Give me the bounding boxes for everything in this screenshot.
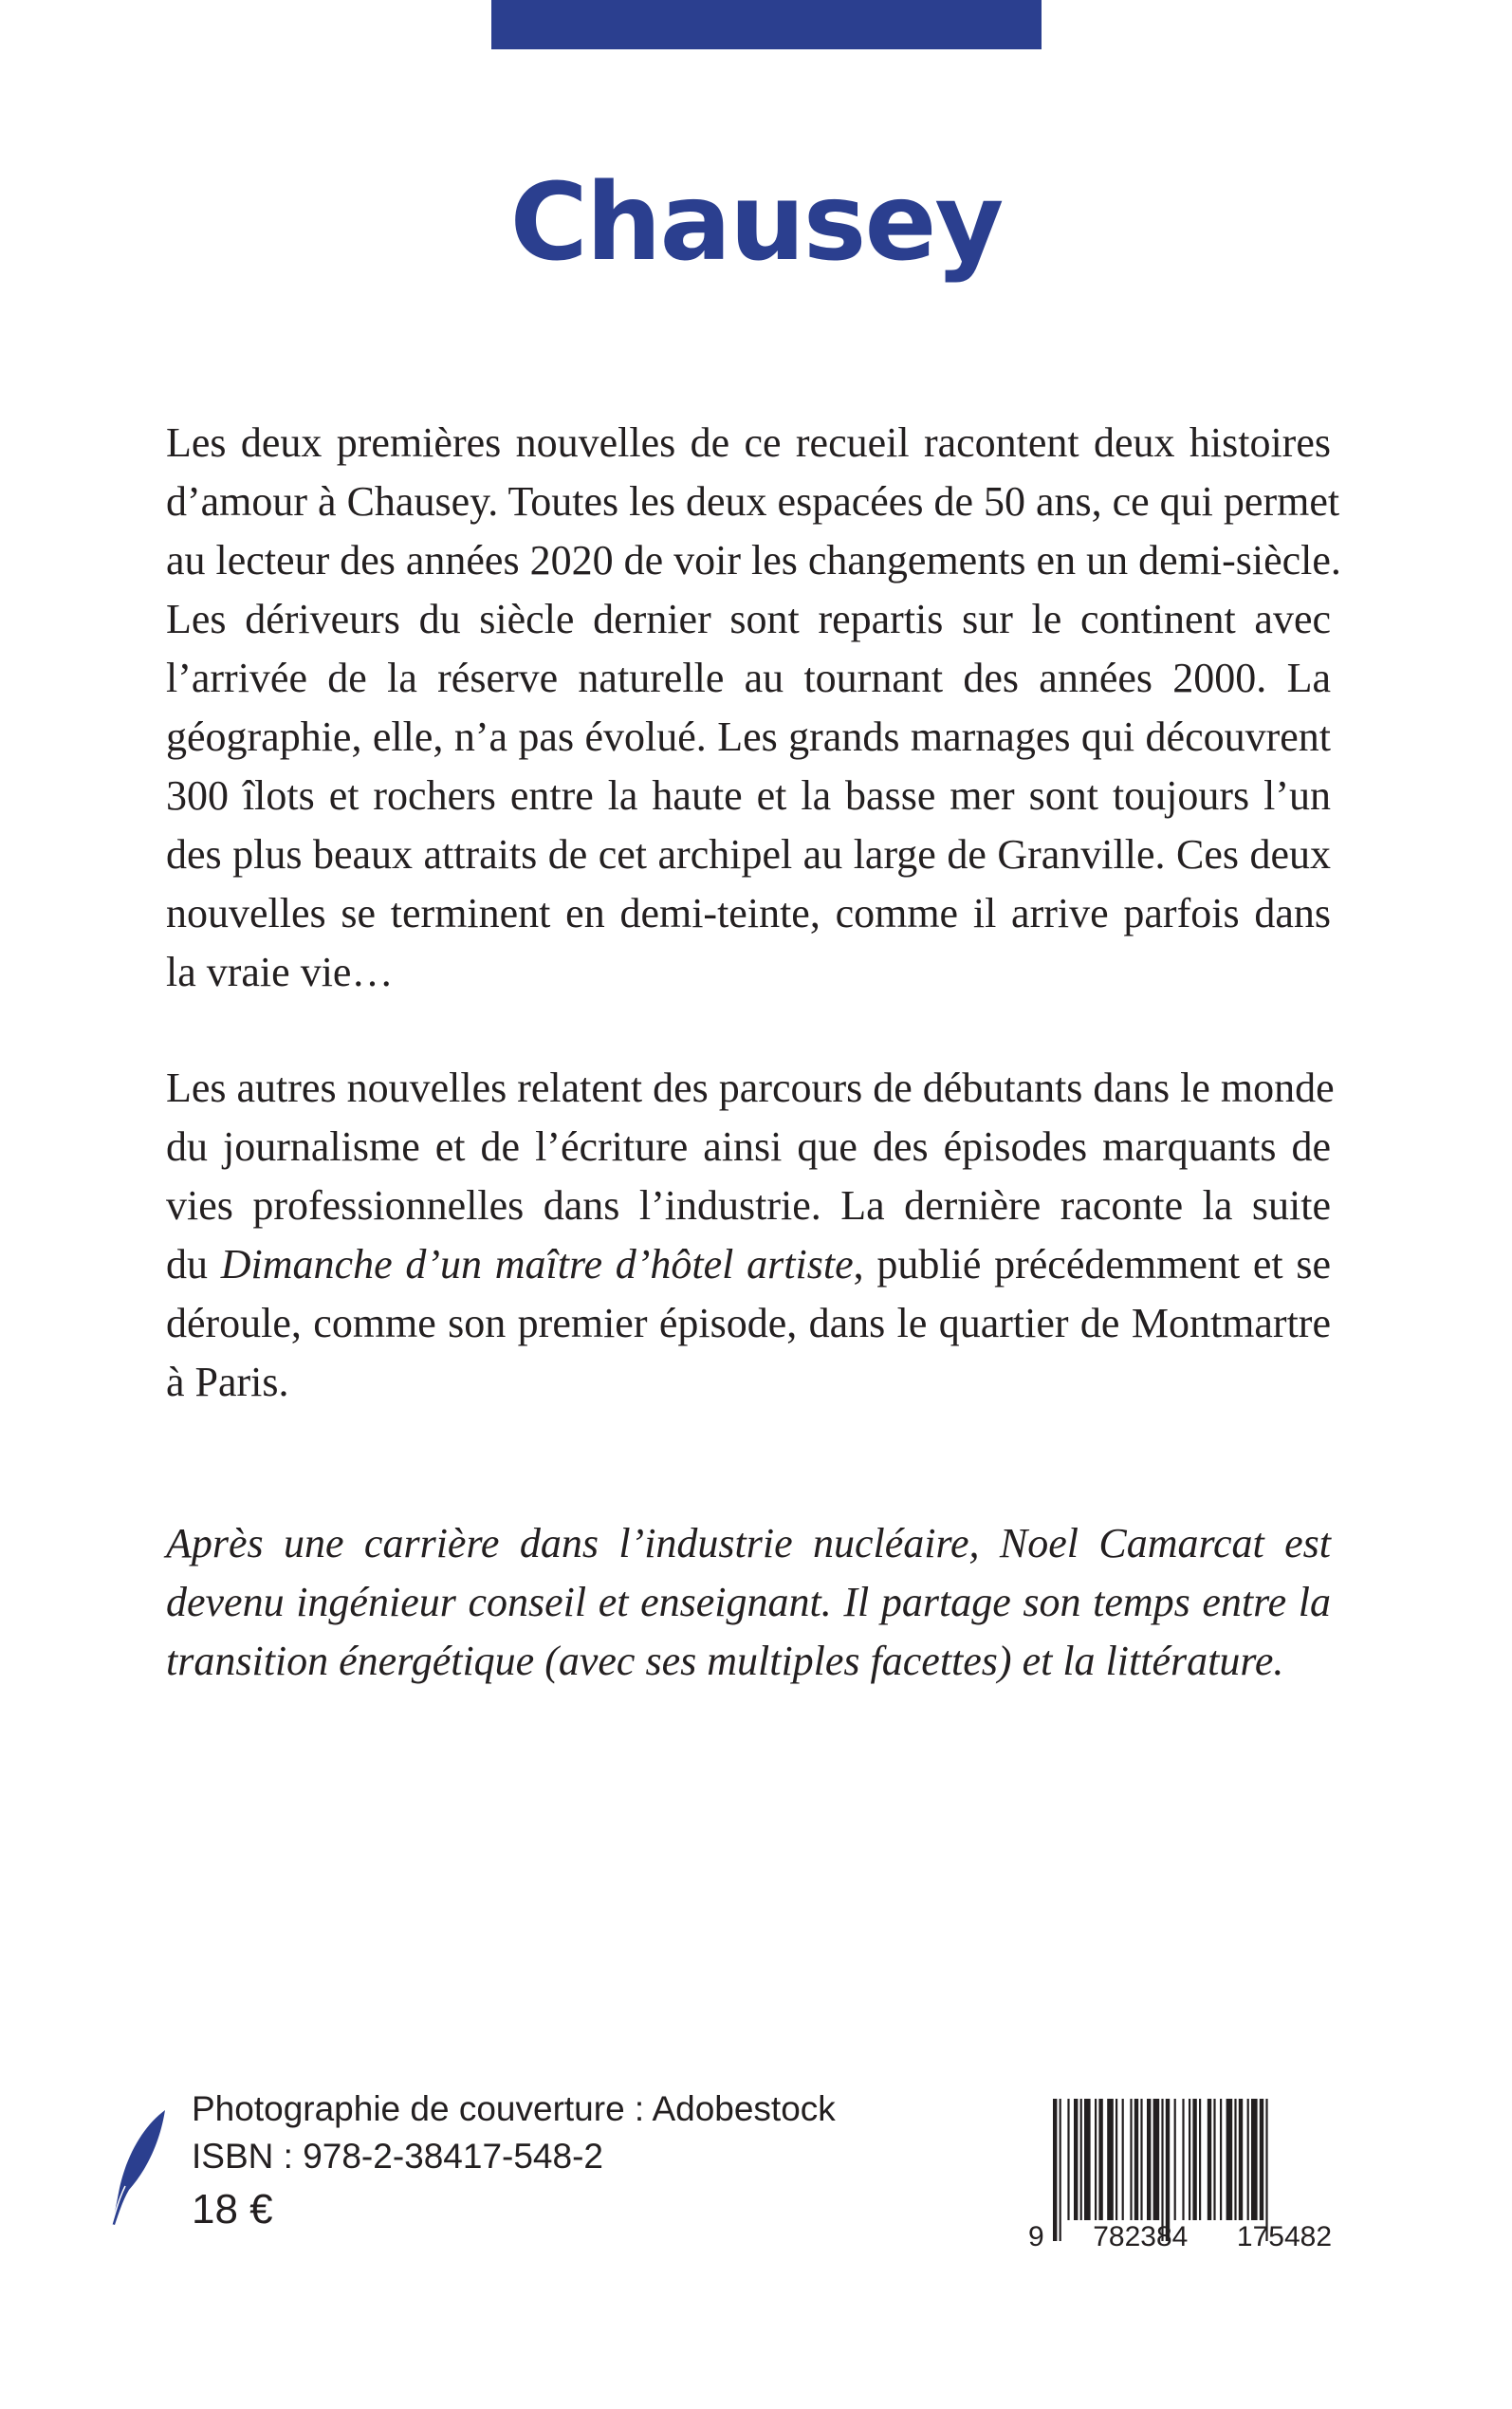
barcode-bar: [1234, 2099, 1236, 2220]
price: 18 €: [192, 2186, 273, 2233]
barcode-bar: [1189, 2099, 1190, 2220]
summary-paragraph-2: [166, 1059, 1335, 1412]
barcode-bar: [1067, 2099, 1069, 2220]
summary-paragraph-1: [166, 414, 1341, 1002]
summary-line: des plus beaux attraits de cet archipel au large de Granville. Ces deux: [166, 831, 1331, 878]
isbn: ISBN : 978-2-38417-548-2: [192, 2137, 603, 2176]
summary-line: nouvelles se terminent en demi-teinte, comme il arrive parfois dans: [166, 890, 1331, 936]
bio-line: devenu ingénieur conseil et enseignant. Il partage son temps entre la: [166, 1579, 1331, 1625]
barcode-bar: [1247, 2099, 1249, 2220]
barcode-bar: [1122, 2099, 1124, 2220]
summary-line: Les dériveurs du siècle dernier sont repartis sur le continent avec: [166, 596, 1331, 642]
barcode-bar: [1220, 2099, 1222, 2220]
summary-line: déroule, comme son premier épisode, dans le quartier de Montmartre: [166, 1300, 1331, 1346]
barcode-bar: [1192, 2099, 1196, 2220]
line-suffix: , publié précédemment et se: [853, 1241, 1332, 1288]
summary-line: au lecteur des années 2020 de voir les changements en un demi-siècle.: [166, 537, 1341, 584]
barcode-bar: [1213, 2099, 1215, 2220]
barcode-bar: [1116, 2099, 1117, 2220]
summary-line: du journalisme et de l’écriture ainsi que des épisodes marquants de: [166, 1123, 1331, 1170]
credits-block: [192, 2085, 836, 2239]
summary-line: géographie, elle, n’a pas évolué. Les grands marnages qui découvrent: [166, 713, 1331, 760]
book-title: Chausey: [509, 161, 1003, 285]
barcode-bar: [1182, 2099, 1184, 2220]
barcode-bar: [1130, 2099, 1132, 2220]
barcode-group-1: 782384: [1093, 2221, 1189, 2252]
summary-line: d’amour à Chausey. Toutes les deux espacées de 50 ans, ce qui permet: [166, 478, 1340, 525]
barcode-bar: [1080, 2099, 1082, 2220]
summary-line: 300 îlots et rochers entre la haute et la basse mer sont toujours l’un: [166, 772, 1331, 819]
barcode-bar: [1199, 2099, 1201, 2220]
barcode-bar: [1153, 2099, 1160, 2220]
cited-book-title: Dimanche d’un maître d’hôtel artiste: [220, 1241, 854, 1288]
summary-line: vies professionnelles dans l’industrie. La dernière raconte la suite: [166, 1182, 1331, 1229]
bio-line: Après une carrière dans l’industrie nucléaire, Noel Camarcat est: [166, 1520, 1331, 1566]
summary-line: Les autres nouvelles relatent des parcours de débutants dans le monde: [166, 1065, 1335, 1111]
barcode-bar: [1107, 2099, 1114, 2220]
summary-line: l’arrivée de la réserve naturelle au tournant des années 2000. La: [166, 655, 1331, 701]
barcode-bar: [1084, 2099, 1091, 2220]
barcode-bar: [1239, 2099, 1243, 2220]
barcode-bar: [1095, 2099, 1097, 2220]
barcode-bar: [1174, 2099, 1176, 2220]
bio-line: transition énergétique (avec ses multiples facettes) et la littérature.: [166, 1638, 1284, 1684]
barcode-bar: [1074, 2099, 1078, 2220]
barcode-bar: [1098, 2099, 1102, 2220]
barcode-bar: [1226, 2099, 1233, 2220]
top-color-band: [491, 0, 1042, 49]
barcode-group-2: 175482: [1236, 2221, 1332, 2252]
feather-quill-icon: [106, 2106, 173, 2230]
summary-line: Les deux premières nouvelles de ce recueil racontent deux histoires: [166, 419, 1331, 466]
line-prefix: du: [166, 1241, 221, 1288]
barcode-bar: [1140, 2099, 1142, 2220]
barcode-bar: [1208, 2099, 1211, 2220]
summary-line-with-title: [166, 1235, 1331, 1294]
author-bio: [166, 1514, 1331, 1691]
summary-line: la vraie vie…: [166, 949, 394, 995]
barcode-digits: [1028, 2218, 1332, 2256]
barcode-lead-digit: 9: [1028, 2221, 1044, 2252]
barcode-bar: [1251, 2099, 1258, 2220]
photo-credit: Photographie de couverture : Adobestock: [192, 2089, 836, 2128]
summary-line: à Paris.: [166, 1359, 289, 1405]
barcode-bar: [1147, 2099, 1151, 2220]
barcode-bar: [1260, 2099, 1263, 2220]
barcode-bar: [1134, 2099, 1138, 2220]
